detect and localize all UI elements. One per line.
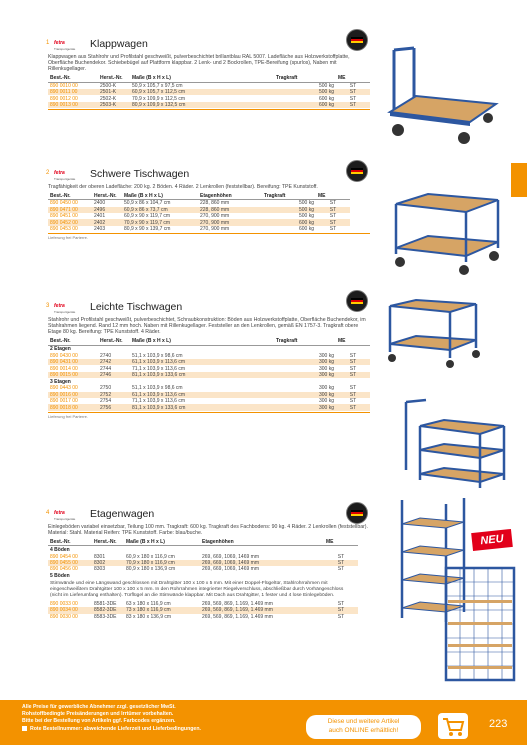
table-row: 890 0016 00 2752 61,1 x 103,9 x 113,6 cm 300 kg ST (48, 392, 370, 398)
table-row: 890 0452 00 2402 70,9 x 90 x 119,7 cm 270, 900 mm 600 kg ST (48, 219, 350, 225)
table-row: 890 0017 00 2754 71,1 x 103,9 x 113,6 cm 300 kg ST (50, 398, 357, 405)
section-title: Etagenwagen (90, 508, 155, 520)
table-row: 890 0453 00 2403 80,9 x 90 x 139,7 cm 270, 900 mm 600 kg ST (50, 225, 337, 232)
table-row: 890 0471 00 2496 60,9 x 86 x 73,7 cm 228, 860 mm 500 kg ST (48, 207, 350, 213)
section-description: Klappwagen aus Stahlrohr und Profilstahl geschweißt, pulverbeschichtet brillantblau RAL 5007. Ladefläche aus Holzwerkstoffplatte, Oberfläche Buchendekor. Schiebebügel auf Plattform klappbar. 2 Lenk- und 2 Bockrollen, TPE-Bereifung (spurlos), Naben mit Rillenkugellager. (48, 54, 350, 73)
section-leichte-tischwagen (48, 301, 370, 419)
table-row: 890 0443 00 2750 51,1 x 103,9 x 98,6 cm 300 kg ST (50, 385, 357, 392)
section-etagenwagen (48, 508, 370, 620)
table-row: 890 0013 00 2503-K 80,9 x 109,9 x 132,5 cm 600 kg ST (48, 102, 370, 108)
section-title: Schwere Tischwagen (90, 168, 190, 180)
footer-notes (22, 704, 201, 733)
table-row: 890 0430 00 2740 51,1 x 103,9 x 98,6 cm 300 kg ST (50, 352, 357, 359)
delivery-note: Lieferung frei Parterre. (48, 233, 370, 240)
footer-line: Rote Bestellnummer: abweichende Lieferzeit und Lieferbedingungen. (30, 725, 201, 732)
section-description: Tragfähigkeit der oberen Ladefläche: 200 kg. 2 Böden. 4 Räder. 2 Lenkrollen (feststellbar). Bereifung: TPE Kunststoff. (48, 184, 318, 190)
table-row: 890 0011 00 2501-K 60,9 x 105,7 x 112,5 cm 500 kg ST (48, 89, 370, 95)
section-number: 2 (46, 170, 50, 176)
section-number: 1 (46, 40, 50, 46)
made-in-germany-badge (346, 160, 368, 182)
new-badge: NEU (471, 529, 513, 551)
klappwagen-image (380, 40, 502, 150)
footer-line: Rohstoffbedingte Preisänderungen und Irrtümer vorbehalten. (22, 711, 174, 718)
section-number: 4 (46, 510, 50, 516)
chapter-tab (511, 163, 527, 197)
table-row: 890 0454 00 8301 60,9 x 180 x 116,9 cm 269, 669, 1069, 1469 mm ST (50, 553, 345, 560)
table-row: 890 0450 00 2400 50,9 x 86 x 104,7 cm 228, 860 mm 500 kg ST (50, 200, 337, 207)
page-footer (0, 700, 527, 745)
group-label: 3 Etagen (50, 378, 71, 385)
table-row: 890 0018 00 2756 81,1 x 103,9 x 133,6 cm 300 kg ST (48, 404, 370, 410)
table-row: 890 0451 00 2401 60,9 x 90 x 119,7 cm 270, 900 mm 500 kg ST (50, 213, 337, 220)
made-in-germany-badge (346, 290, 368, 312)
group-description: Stirnwände und eine Längswand geschlossen mit Drahtgitter 100 x 100 x 5 mm. Mit einer Doppel-Flügeltür, Stahlrohrrahmen mit eingeschweißtem Drahtgitter 100 x 100 x 5 mm. In den Rohrrahmen integrierter Riegelverschluss, abschließbar durch Vorhängeschloss (nicht im Lieferumfang enthalten). Türflügel an die Stirnwände klappbar. Mit Dach aus Drahtgitter, 1 fester und 4 lose Einlegeböden. (50, 580, 344, 598)
etagenwagen-gitter-image (440, 560, 520, 695)
section-klappwagen (48, 38, 370, 110)
table-row: 890 0014 00 2744 71,1 x 103,9 x 113,6 cm 300 kg ST (50, 365, 357, 372)
order-number-icon (22, 726, 27, 731)
fetra-logo: fetra Transportgeräte (54, 170, 76, 181)
group-label: 4 Böden (50, 546, 70, 553)
section-schwere-tischwagen (48, 168, 370, 240)
footer-line: Bitte bei der Bestellung von Artikeln ggf. Farbcodes ergänzen. (22, 718, 176, 725)
shopping-cart-icon[interactable] (438, 713, 468, 739)
product-table: Best.-Nr. Herst.-Nr. Maße (B x H x L) Etagenhöhen ME 4 Böden 890 0454 00 8301 60,9 x 180 x 116,9 cm 269, 669, 1069, 1469 mm ST 890 0455 00 8302 70,9 x 180 x 116,9 cm 269, 669, 1069, 1469 mm ST 890 0456 00 8303 80,9 x 180 x 136,9 cm 269, 669, 1069, 1469 mm ST 5 Böden Stirnwände und eine Längswand geschlossen mit Drahtgitter 100 x 100 x 5 mm. Mit einer Doppel-Flügeltür, Stahlrohrrahmen mit eingeschweißtem Drahtgitter 100 x 100 x 5 mm. In den Rohrrahmen integrierter Riegelverschluss, abschließbar durch Vorhängeschloss (nicht im Lieferumfang enthalten). Türflügel an die Stirnwände klappbar. Mit Dach aus Drahtgitter, 1 fester und 4 lose Einlegeböden. 890 0033 00 8581-3DE 63 x 180 x 116,9 cm 269, 569, 869, 1.169, 1.469 mm ST 890 0034 00 8582-3DE 73 x 180 x 116,9 cm 269, 569, 869, 1.169, 1.469 mm ST 890 0030 00 8583-3DE 83 x 180 x 136,9 cm 269, 569, 869, 1.169, 1.469 mm ST (48, 538, 358, 620)
table-row: 890 0034 00 8582-3DE 73 x 180 x 116,9 cm 269, 569, 869, 1.169, 1.469 mm ST (48, 607, 358, 613)
online-promo[interactable]: Diese und weitere Artikel auch ONLINE erhältlich! (306, 715, 421, 739)
table-row: 890 0010 00 2500-K 50,9 x 105,7 x 97,5 cm 500 kg ST (50, 82, 357, 89)
page-number: 223 (489, 718, 508, 730)
section-description: Einlegeböden variabel einsetzbar, Teilung 100 mm. Tragkraft: 600 kg. Tragkraft des Fachbodens: 90 kg. 4 Räder. 2 Lenkrollen (feststellbar). Material: Stahl. Material Reifen: TPE Kunststoff. Farbe: blau/buche. (48, 524, 368, 537)
table-row: 890 0012 00 2502-K 70,9 x 109,9 x 112,5 cm 600 kg ST (50, 95, 357, 102)
table-row: 890 0030 00 8583-3DE 83 x 180 x 136,9 cm 269, 569, 869, 1.169, 1.469 mm ST (50, 613, 345, 620)
product-table: Best.-Nr. Herst.-Nr. Maße (B x H x L) Etagenhöhen Tragkraft ME 890 0450 00 2400 50,9 x 86 x 104,7 cm 228, 860 mm 500 kg ST 890 0471 00 2496 60,9 x 86 x 73,7 cm 228, 860 mm 500 kg ST 890 0451 00 2401 60,9 x 90 x 119,7 cm 270, 900 mm 500 kg ST 890 0452 00 2402 70,9 x 90 x 119,7 cm 270, 900 mm 600 kg ST 890 0453 00 2403 80,9 x 90 x 139,7 cm 270, 900 mm 600 kg ST (48, 192, 350, 232)
product-table: Best.-Nr. Herst.-Nr. Maße (B x H x L) Tragkraft ME 890 0010 00 2500-K 50,9 x 105,7 x 97,5 cm 500 kg ST 890 0011 00 2501-K 60,9 x 105,7 x 112,5 cm 500 kg ST 890 0012 00 2502-K 70,9 x 109,9 x 112,5 cm 600 kg ST 890 0013 00 2503-K 80,9 x 109,9 x 132,5 cm 600 kg ST (48, 75, 370, 109)
table-row: 890 0015 00 2746 81,1 x 103,9 x 133,6 cm 300 kg ST (48, 372, 370, 378)
table-row: 890 0455 00 8302 70,9 x 180 x 116,9 cm 269, 669, 1069, 1469 mm ST (48, 560, 358, 566)
table-row: 890 0456 00 8303 80,9 x 180 x 136,9 cm 269, 669, 1069, 1469 mm ST (50, 566, 345, 573)
group-label: 5 Böden (50, 573, 70, 580)
footer-line: Alle Preise für gewerbliche Abnehmer zzgl. gesetzlicher MwSt. (22, 704, 176, 710)
table-row: 890 0431 00 2742 61,1 x 103,9 x 113,6 cm 300 kg ST (48, 359, 370, 365)
fetra-logo: fetra Transportgeräte (54, 40, 76, 51)
leichte-tischwagen-3-etagen-image (396, 396, 516, 496)
section-number: 3 (46, 303, 50, 309)
group-label: 2 Etagen (50, 346, 71, 353)
section-title: Klappwagen (90, 38, 148, 50)
table-row: 890 0033 00 8581-3DE 63 x 180 x 116,9 cm 269, 569, 869, 1.169, 1.469 mm ST (50, 601, 345, 608)
fetra-logo: fetra Transportgeräte (54, 510, 76, 521)
schwere-tischwagen-image (390, 182, 505, 282)
fetra-logo: fetra Transportgeräte (54, 303, 76, 314)
leichte-tischwagen-2-etagen-image (380, 292, 510, 372)
made-in-germany-badge (346, 29, 368, 51)
section-description: Stahlrohr und Profilstahl geschweißt, pulverbeschichtet, Schraubkonstruktion: Böden aus Holzwerkstoffplatte, Oberfläche Buchendekor, im Stahlrahmen liegend. Rand 12 mm hoch. Naben mit Rillenkugellager. Feststeller an den Lenkrollen, gemäß EN 1757-3. Tragkraft obere Etage 80 kg. Bereifung: TPE Kunststoff. 4 Räder. (48, 317, 366, 336)
delivery-note: Lieferung frei Parterre. (48, 412, 370, 419)
product-table: Best.-Nr. Herst.-Nr. Maße (B x H x L) Tragkraft ME 2 Etagen 890 0430 00 2740 51,1 x 103,9 x 98,6 cm 300 kg ST 890 0431 00 2742 61,1 x 103,9 x 113,6 cm 300 kg ST 890 0014 00 2744 71,1 x 103,9 x 113,6 cm 300 kg ST 890 0015 00 2746 81,1 x 103,9 x 133,6 cm 300 kg ST 3 Etagen 890 0443 00 2750 51,1 x 103,9 x 98,6 cm 300 kg ST 890 0016 00 2752 61,1 x 103,9 x 113,6 cm 300 kg ST 890 0017 00 2754 71,1 x 103,9 x 113,6 cm 300 kg ST 890 0018 00 2756 81,1 x 103,9 x 133,6 cm 300 kg ST (48, 338, 370, 411)
made-in-germany-badge (346, 502, 368, 524)
section-title: Leichte Tischwagen (90, 301, 183, 313)
